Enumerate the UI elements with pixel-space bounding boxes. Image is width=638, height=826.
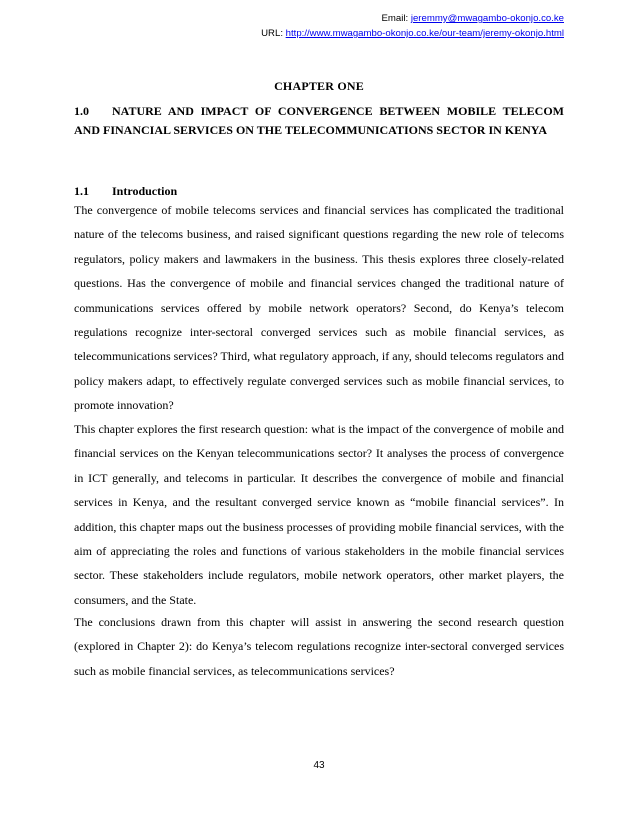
url-line <box>261 26 564 41</box>
url-label: URL: <box>261 28 286 39</box>
page-header <box>261 11 564 41</box>
subsection-title: Introduction <box>112 184 178 198</box>
url-link[interactable]: http://www.mwagambo-okonjo.co.ke/our-team/jeremy-okonjo.html <box>285 28 564 39</box>
subsection-heading <box>74 184 177 199</box>
chapter-title: CHAPTER ONE <box>274 79 364 93</box>
subsection-number: 1.1 <box>74 184 89 198</box>
page-number: 43 <box>313 760 325 771</box>
paragraph: This chapter explores the first research question: what is the impact of the convergence of mobile and financial services on the Kenyan telecommunications sector? It analyses the process of convergence in ICT generally, and telecoms in particular. It describes the convergence of mobile and financial services in Kenya, and the resultant converged service known as “mobile financial services”. In addition, this chapter maps out the business processes of providing mobile financial services, with the aim of appreciating the roles and functions of various stakeholders in the mobile financial services sector. These stakeholders include regulators, mobile network operators, other market players, the consumers, and the State. <box>74 422 564 607</box>
section-title: NATURE AND IMPACT OF CONVERGENCE BETWEEN MOBILE TELECOM AND FINANCIAL SERVICES ON THE TELECOMMUNICATIONS SECTOR IN KENYA <box>74 104 564 137</box>
paragraph: The convergence of mobile telecoms services and financial services has complicated the traditional nature of the telecoms business, and raised significant questions regarding the new role of telecoms regulators, policy makers and lawmakers in the business. This thesis explores three closely-related questions. Has the convergence of mobile and financial services changed the traditional nature of communications services offered by mobile network operators? Second, do Kenya’s telecom regulations recognize inter-sectoral converged services such as mobile financial services, as telecommunications services? Third, what regulatory approach, if any, should telecoms regulators and policy makers adapt, to effectively regulate converged services such as mobile financial services, to promote innovation? <box>74 203 564 413</box>
section-heading <box>74 102 564 140</box>
email-label: Email: <box>381 13 411 24</box>
email-link[interactable]: jeremmy@mwagambo-okonjo.co.ke <box>410 13 564 24</box>
email-line <box>261 11 564 26</box>
section-number: 1.0 <box>74 104 89 118</box>
paragraph: The conclusions drawn from this chapter will assist in answering the second research question (explored in Chapter 2): do Kenya’s telecom regulations recognize inter-sectoral converged services such as mobile financial services, as telecommunications services? <box>74 615 564 678</box>
